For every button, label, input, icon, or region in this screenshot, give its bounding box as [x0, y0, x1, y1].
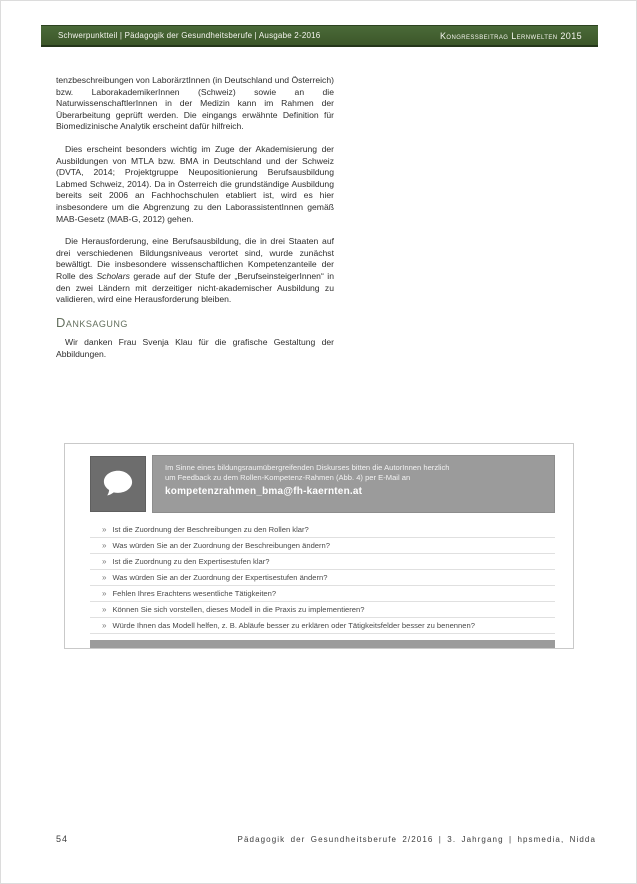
- speech-bubble-icon: [90, 456, 146, 512]
- question-item: [90, 586, 555, 602]
- header-right-text: Kongressbeitrag Lernwelten 2015: [440, 30, 582, 41]
- question-text: Ist die Zuordnung der Beschreibungen zu den Rollen klar?: [112, 525, 309, 534]
- question-text: Können Sie sich vorstellen, dieses Modell in die Praxis zu implementieren?: [112, 605, 365, 614]
- feedback-intro-line: Im Sinne eines bildungsraumübergreifenden Diskurses bitten die AutorInnen herzlich: [165, 463, 450, 472]
- question-item: [90, 618, 555, 634]
- question-item: [90, 522, 555, 538]
- journal-footer-line: Pädagogik der Gesundheitsberufe 2/2016 | 3. Jahrgang | hpsmedia, Nidda: [237, 835, 596, 844]
- paragraph: tenzbeschreibungen von LaborärztInnen (in Deutschland und Österreich) bzw. LaborakademikerInnen (Schweiz) sowie an die NaturwissenschaftlerInnen in der Medizin kann im Rahmen der Überarbeitung geprüft werden. Die eingangs erwähnte Definition für Biomedizinische Analytik erscheint dafür hilfreich.: [56, 75, 334, 132]
- header-left-text: Schwerpunktteil | Pädagogik der Gesundheitsberufe | Ausgabe 2-2016: [58, 31, 321, 40]
- paragraph-text: Die Herausforderung, eine Berufsausbildung, die in drei Staaten auf drei verschiedenen Bildungsniveaus verortet sind, wurde zunächst bewältigt. Die insbesondere wissenschaftlichen Kompetenzanteile der Rolle des: [56, 236, 334, 281]
- question-item: [90, 538, 555, 554]
- question-item: [90, 570, 555, 586]
- paragraph-text: gerade auf der Stufe der „BerufseinsteigerInnen“ in den zwei Ländern mit derzeitiger nicht-akademischer Ausbildung zu validieren, wird eine Herausforderung bleiben.: [56, 270, 334, 305]
- chevron-bullet-icon: »: [102, 557, 107, 566]
- feedback-email-link[interactable]: kompetenzrahmen_bma@fh-kaernten.at: [165, 486, 363, 497]
- feedback-box: [64, 443, 574, 649]
- italic-term: Scholars: [96, 270, 130, 281]
- bottom-accent-bar: [90, 640, 555, 648]
- question-text: Ist die Zuordnung zu den Expertisestufen klar?: [112, 557, 270, 566]
- paragraph: Wir danken Frau Svenja Klau für die grafische Gestaltung der Abbildungen.: [56, 337, 334, 359]
- chevron-bullet-icon: »: [102, 573, 107, 582]
- question-text: Fehlen Ihres Erachtens wesentliche Tätigkeiten?: [112, 589, 277, 598]
- question-item: [90, 554, 555, 570]
- chevron-bullet-icon: »: [102, 589, 107, 598]
- chevron-bullet-icon: »: [102, 605, 107, 614]
- chevron-bullet-icon: »: [102, 541, 107, 550]
- page-header-bar: [41, 25, 598, 47]
- chevron-bullet-icon: »: [102, 621, 107, 630]
- question-text: Was würden Sie an der Zuordnung der Beschreibungen ändern?: [112, 541, 330, 550]
- page-number: 54: [56, 834, 69, 844]
- article-column: [56, 75, 334, 371]
- question-text: Was würden Sie an der Zuordnung der Expertisestufen ändern?: [112, 573, 328, 582]
- question-text: Würde Ihnen das Modell helfen, z. B. Abläufe besser zu erklären oder Tätigkeitsfelder besser zu benennen?: [112, 621, 475, 630]
- page-footer: [56, 834, 596, 844]
- chevron-bullet-icon: »: [102, 525, 107, 534]
- paragraph: [56, 236, 334, 306]
- section-heading-danksagung: Danksagung: [56, 314, 128, 330]
- feedback-box-header: [90, 456, 555, 513]
- question-item: [90, 602, 555, 618]
- paragraph: Dies erscheint besonders wichtig im Zuge der Akademisierung der Ausbildungen von MTLA bzw. BMA in Deutschland und der Schweiz (DVTA, 2014; Projektgruppe Neupositionierung Berufsausbildung Labmed Schweiz, 2014). Da in Österreich die grundständige Ausbildung bereits seit 2006 an Fachhochschulen etabliert ist, wird es hier insbesondere um die Abgrenzung zu den LaborassistentInnen gemäß MAB-Gesetz (MAB-G, 2012) gehen.: [56, 143, 334, 224]
- feedback-intro-line: um Feedback zu dem Rollen-Kompetenz-Rahmen (Abb. 4) per E-Mail an: [165, 473, 411, 482]
- feedback-intro: [152, 455, 555, 513]
- feedback-question-list: [90, 522, 555, 634]
